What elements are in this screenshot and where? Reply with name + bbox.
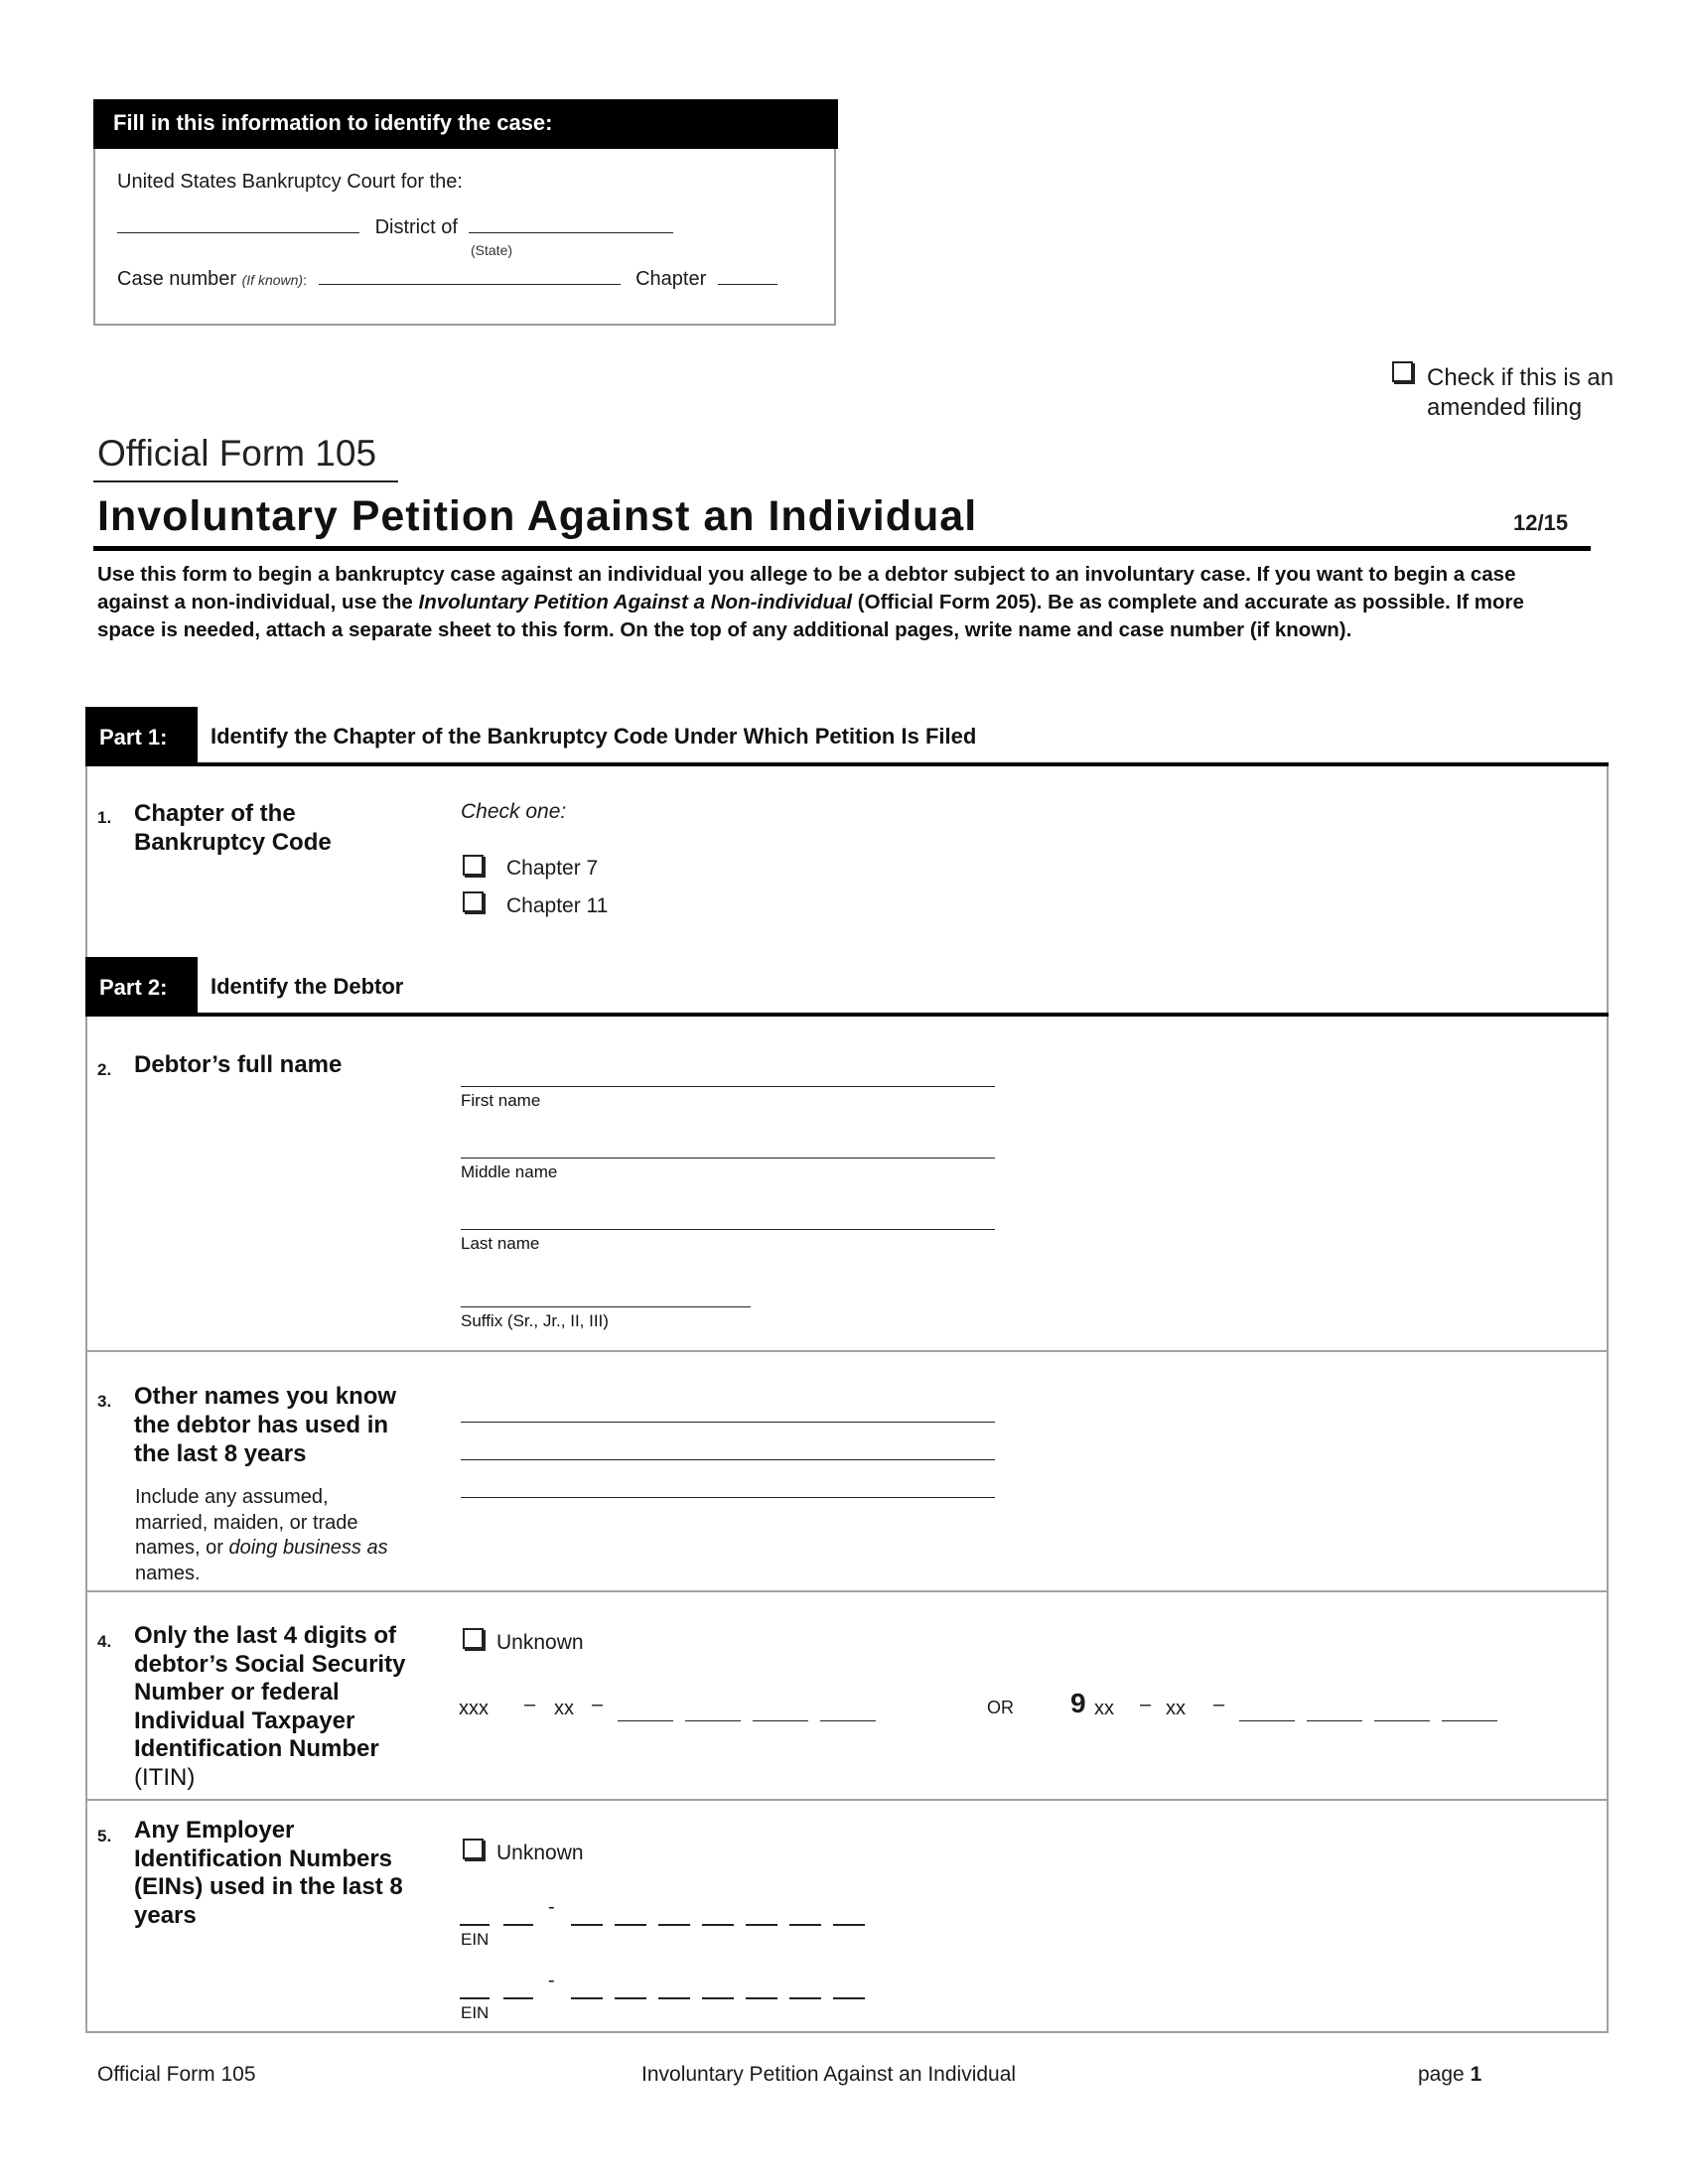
intro-part1: Use this form to begin a bankruptcy case against an individual you allege to be a debtor subject to an involuntary case. If you want to begin a case against a non-individual, use the [97, 563, 1516, 614]
ein1-digit-6[interactable] [702, 1924, 734, 1926]
ein1-digit-3[interactable] [571, 1924, 603, 1926]
q3-note1: Include any assumed, [135, 1486, 329, 1508]
check-one-label: Check one: [461, 800, 567, 823]
ssn-digit-3[interactable] [753, 1720, 808, 1721]
ssn-xx: xx [554, 1698, 574, 1719]
itin-xx-1: xx [1094, 1698, 1114, 1719]
form-name-underline [93, 480, 398, 482]
amended-line1: Check if this is an [1427, 364, 1615, 391]
q4-title [134, 1622, 405, 1793]
q4-line5: Identification Number [134, 1735, 379, 1763]
part2-title: Identify the Debtor [211, 974, 404, 999]
part2-label: Part 2: [85, 957, 198, 1017]
ein2-digit-8[interactable] [789, 1997, 821, 1999]
amended-line2: amended filing [1427, 394, 1583, 421]
amended-filing-checkbox[interactable] [1392, 361, 1413, 382]
ein1-dash: - [548, 1896, 555, 1918]
part1-header [85, 707, 1609, 766]
chapter-11-checkbox[interactable] [463, 891, 484, 912]
q3-note [135, 1485, 388, 1586]
suffix-input[interactable] [461, 1306, 751, 1307]
itin-nine: 9 [1070, 1688, 1086, 1718]
district-label: District of [374, 216, 458, 238]
q4-line6: (ITIN) [134, 1763, 196, 1791]
part1-title: Identify the Chapter of the Bankruptcy Code Under Which Petition Is Filed [211, 724, 977, 749]
ein2-digit-6[interactable] [702, 1997, 734, 1999]
q1-title [134, 799, 332, 857]
ssn-digit-2[interactable] [685, 1720, 741, 1721]
state-field[interactable] [469, 232, 673, 233]
state-hint: (State) [471, 242, 513, 258]
q2-divider [85, 1350, 1609, 1352]
court-line: United States Bankruptcy Court for the: [117, 171, 463, 193]
q4-divider [85, 1799, 1609, 1801]
form-title: Involuntary Petition Against an Individual [97, 492, 978, 540]
ein-unknown-label: Unknown [496, 1842, 584, 1864]
ein1-digit-1[interactable] [460, 1924, 490, 1926]
ein2-digit-4[interactable] [615, 1997, 646, 1999]
ein1-digit-4[interactable] [615, 1924, 646, 1926]
if-known-note: (If known) [241, 272, 304, 288]
footer-page [1418, 2063, 1481, 2087]
ssn-dash-1: – [524, 1694, 536, 1715]
part1-label: Part 1: [85, 707, 198, 766]
q1-line2: Bankruptcy Code [134, 829, 332, 856]
ein2-digit-2[interactable] [503, 1997, 533, 1999]
itin-digit-4[interactable] [1442, 1720, 1497, 1721]
q2-title: Debtor’s full name [134, 1051, 343, 1078]
ein2-digit-3[interactable] [571, 1997, 603, 1999]
chapter-field[interactable] [718, 284, 777, 285]
case-box-header: Fill in this information to identify the case: [93, 99, 838, 149]
case-number-field[interactable] [319, 284, 621, 285]
q3-number: 3. [97, 1392, 112, 1411]
q4-line3: Number or federal [134, 1679, 340, 1706]
chapter-7-label: Chapter 7 [506, 857, 599, 880]
ssn-dash-2: – [592, 1694, 604, 1715]
ssn-digit-4[interactable] [820, 1720, 876, 1721]
first-name-input[interactable] [461, 1086, 995, 1087]
ein-unknown-checkbox[interactable] [463, 1839, 484, 1859]
footer-page-number: 1 [1470, 2063, 1482, 2086]
q4-line2: debtor’s Social Security [134, 1650, 406, 1678]
case-number-label: Case number [117, 268, 237, 290]
q1-number: 1. [97, 808, 112, 827]
title-rule [93, 546, 1591, 551]
q4-line1: Only the last 4 digits of [134, 1622, 397, 1649]
middle-name-input[interactable] [461, 1158, 995, 1159]
frame-bottom [85, 2031, 1609, 2033]
itin-dash-1: – [1140, 1694, 1152, 1715]
court-name-field[interactable] [117, 232, 359, 233]
or-label: OR [987, 1698, 1014, 1717]
last-name-label: Last name [461, 1234, 540, 1253]
q3-note2: married, maiden, or trade [135, 1511, 358, 1534]
q3-line2: the debtor has used in [134, 1412, 389, 1438]
footer-page-label: page [1418, 2063, 1465, 2086]
part2-header [85, 957, 1609, 1017]
itin-dash-2: – [1213, 1694, 1225, 1715]
q3-line3: the last 8 years [134, 1440, 307, 1467]
q5-line1: Any Employer [134, 1817, 295, 1843]
ein2-digit-1[interactable] [460, 1997, 490, 1999]
suffix-label: Suffix (Sr., Jr., II, III) [461, 1311, 609, 1330]
chapter-label: Chapter [635, 268, 707, 290]
form-revision: 12/15 [1513, 510, 1569, 535]
q3-note3b: doing business as [228, 1537, 388, 1559]
ein2-digit-9[interactable] [833, 1997, 865, 1999]
q5-line4: years [134, 1901, 197, 1929]
itin-digit-3[interactable] [1374, 1720, 1430, 1721]
ein1-label: EIN [461, 1930, 490, 1949]
ssn-digit-1[interactable] [618, 1720, 673, 1721]
chapter-7-checkbox[interactable] [463, 855, 484, 876]
ein2-digit-7[interactable] [746, 1997, 777, 1999]
q5-line3: (EINs) used in the last 8 [134, 1873, 403, 1901]
q5-title [134, 1817, 403, 1930]
intro-form-link: Involuntary Petition Against a Non-individual [418, 591, 853, 614]
q3-divider [85, 1590, 1609, 1592]
chapter-11-label: Chapter 11 [506, 894, 609, 917]
intro-part2: (Official Form 205). Be as complete and accurate as possible. If more space is needed, attach a separate sheet to this form. On the top of any additional pages, write name and case number (if known). [97, 591, 1524, 641]
district-row [117, 216, 673, 239]
itin-xx-2: xx [1166, 1698, 1186, 1719]
ein1-digit-7[interactable] [746, 1924, 777, 1926]
ein1-digit-2[interactable] [503, 1924, 533, 1926]
ssn-unknown-checkbox[interactable] [463, 1628, 484, 1649]
ein2-digit-5[interactable] [658, 1997, 690, 1999]
middle-name-label: Middle name [461, 1162, 558, 1181]
q4-line4: Individual Taxpayer [134, 1706, 355, 1734]
q3-line1: Other names you know [134, 1383, 397, 1410]
if-known-colon: : [303, 272, 307, 288]
other-name-input-1[interactable] [461, 1422, 995, 1423]
last-name-input[interactable] [461, 1229, 995, 1230]
other-name-input-3[interactable] [461, 1497, 995, 1498]
frame-right [1607, 764, 1609, 2033]
itin-digit-2[interactable] [1307, 1720, 1362, 1721]
q2-number: 2. [97, 1060, 112, 1079]
other-name-input-2[interactable] [461, 1459, 995, 1460]
q1-line1: Chapter of the [134, 800, 296, 827]
q5-line2: Identification Numbers [134, 1844, 393, 1872]
frame-left [85, 764, 87, 2033]
q5-number: 5. [97, 1827, 112, 1845]
q3-title [134, 1382, 396, 1468]
ein2-dash: - [548, 1970, 555, 1991]
case-info-box [93, 99, 836, 326]
intro-text [97, 561, 1587, 644]
q4-number: 4. [97, 1632, 112, 1651]
ein1-digit-9[interactable] [833, 1924, 865, 1926]
form-name: Official Form 105 [97, 433, 377, 474]
ein2-label: EIN [461, 2003, 490, 2022]
q3-note3a: names, or [135, 1537, 229, 1559]
itin-digit-1[interactable] [1239, 1720, 1295, 1721]
footer-form-title: Involuntary Petition Against an Individual [641, 2063, 1017, 2086]
ein1-digit-5[interactable] [658, 1924, 690, 1926]
case-number-row [117, 268, 777, 291]
q3-note4: names. [135, 1562, 201, 1584]
amended-filing-label [1427, 363, 1614, 423]
ein1-digit-8[interactable] [789, 1924, 821, 1926]
ssn-unknown-label: Unknown [496, 1631, 584, 1654]
footer-form-name: Official Form 105 [97, 2063, 256, 2086]
first-name-label: First name [461, 1091, 541, 1110]
ssn-xxx: xxx [459, 1698, 489, 1719]
